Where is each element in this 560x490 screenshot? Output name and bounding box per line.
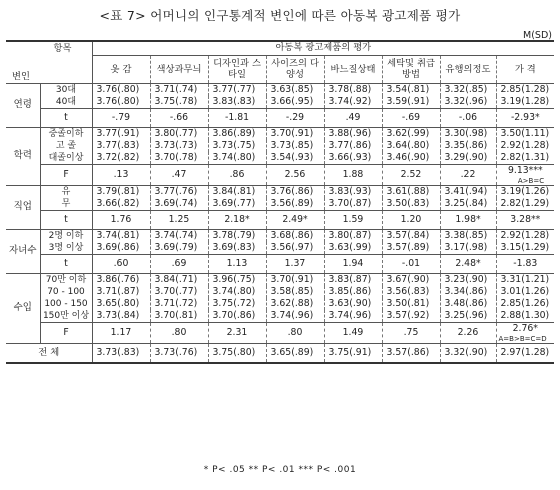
test-statistic: 1.17 — [110, 326, 132, 338]
value-cell: 3.76(.80) — [92, 96, 150, 109]
value-cell: 3.25(.84) — [440, 198, 496, 211]
value-cell: 3.66(.95) — [266, 96, 324, 109]
test-statistic: -.01 — [401, 257, 421, 269]
test-value — [266, 164, 324, 185]
value-cell: 3.66(.93) — [324, 152, 382, 165]
test-value — [150, 254, 208, 273]
test-value — [266, 108, 324, 127]
value-cell: 3.67(.90) — [382, 273, 440, 286]
test-value — [324, 322, 382, 343]
value-cell: 3.96(.75) — [208, 273, 266, 286]
row-label: 70만 이하 — [40, 273, 92, 286]
value-cell: 2.92(1.28) — [500, 139, 550, 151]
table-row — [6, 185, 554, 198]
value-cell: 3.35(.86) — [440, 140, 496, 152]
value-cell: 3.64(.80) — [382, 140, 440, 152]
test-label: t — [40, 210, 92, 229]
value-cell: 3.77(.76) — [150, 185, 208, 198]
test-value — [266, 254, 324, 273]
test-statistic: .22 — [460, 168, 476, 180]
table-row — [6, 229, 554, 242]
value-cell: 3.25(.96) — [440, 310, 496, 323]
test-value — [208, 108, 266, 127]
value-cell: 3.50(1.11) — [500, 127, 550, 139]
test-value — [382, 164, 440, 185]
test-value — [208, 254, 266, 273]
test-label: F — [40, 322, 92, 343]
column-header: 디자인과 스타일 — [208, 55, 266, 83]
value-cell: 3.73(.75) — [208, 140, 266, 152]
test-statistic: 1.76 — [110, 213, 132, 225]
value-cell: 3.69(.77) — [208, 198, 266, 211]
group-name: 학력 — [6, 127, 40, 185]
row-label: 2명 이하 — [40, 229, 92, 242]
group-name: 연령 — [6, 83, 40, 127]
value-cell: 3.54(.93) — [266, 152, 324, 165]
test-value — [92, 254, 150, 273]
test-statistic: 1.37 — [284, 257, 306, 269]
test-value — [440, 108, 496, 127]
test-statistic: .49 — [345, 111, 361, 123]
test-value — [382, 108, 440, 127]
test-statistic: .86 — [229, 168, 245, 180]
column-header: 가 격 — [514, 63, 536, 75]
value-cell: 3.30(.98) — [440, 127, 496, 140]
test-row — [6, 210, 554, 229]
test-statistic: 3.28** — [510, 213, 541, 225]
table-row — [6, 273, 554, 286]
value-cell: 3.54(.81) — [382, 83, 440, 96]
total-value: 3.75(.80) — [208, 343, 266, 363]
test-value — [92, 210, 150, 229]
value-cell: 3.62(.99) — [382, 127, 440, 140]
column-header: 색상과무늬 — [150, 55, 208, 83]
test-statistic: .69 — [171, 257, 187, 269]
total-value: 3.73(.76) — [150, 343, 208, 363]
test-value — [440, 164, 496, 185]
value-cell: 3.38(.85) — [440, 229, 496, 242]
test-value — [440, 210, 496, 229]
value-cell: 2.85(1.26) — [500, 297, 550, 309]
value-cell: 3.19(1.28) — [496, 96, 554, 109]
test-value — [266, 322, 324, 343]
test-statistic: -.29 — [285, 111, 305, 123]
value-cell: 3.77(.83) — [92, 140, 150, 152]
value-cell: 3.62(.88) — [266, 298, 324, 310]
value-cell: 3.76(.86) — [266, 185, 324, 198]
test-value — [150, 210, 208, 229]
test-statistic: 2.56 — [284, 168, 306, 180]
value-cell: 3.80(.77) — [150, 127, 208, 140]
test-statistic: -.69 — [401, 111, 421, 123]
value-cell: 3.15(1.29) — [496, 242, 554, 255]
test-label: t — [40, 108, 92, 127]
test-value — [324, 210, 382, 229]
value-cell: 3.57(.92) — [382, 310, 440, 323]
table-row — [6, 298, 554, 310]
test-value — [382, 210, 440, 229]
test-value — [440, 322, 496, 343]
test-value — [266, 210, 324, 229]
value-cell: 3.75(.78) — [150, 96, 208, 109]
column-header: 유행의정도 — [440, 55, 496, 83]
row-label: 150만 이상 — [40, 310, 92, 323]
test-value — [324, 108, 382, 127]
value-cell: 2.82(1.31) — [496, 152, 554, 165]
test-statistic: -1.81 — [224, 111, 250, 123]
total-value: 3.75(.91) — [324, 343, 382, 363]
test-value — [92, 164, 150, 185]
value-cell: 3.74(.80) — [208, 152, 266, 165]
value-cell: 2.88(1.30) — [496, 310, 554, 323]
value-cell: 3.84(.81) — [208, 185, 266, 198]
value-cell: 3.86(.89) — [208, 127, 266, 140]
group-name: 직업 — [6, 185, 40, 229]
table-row — [6, 83, 554, 96]
test-statistic: 1.88 — [342, 168, 364, 180]
value-cell: 3.77(.77) — [208, 83, 266, 96]
total-value: 2.97(1.28) — [500, 346, 550, 358]
row-label: 40대 — [40, 96, 92, 109]
value-cell: 3.23(.90) — [440, 273, 496, 286]
test-value — [208, 322, 266, 343]
value-cell: 3.71(.87) — [92, 286, 150, 298]
test-statistic: 2.52 — [400, 168, 422, 180]
table-row — [6, 242, 554, 255]
table-row — [6, 152, 554, 165]
value-cell: 3.79(.81) — [92, 185, 150, 198]
test-statistic: 1.25 — [168, 213, 190, 225]
value-cell: 3.78(.79) — [208, 229, 266, 242]
value-cell: 3.69(.79) — [150, 242, 208, 255]
value-cell: 3.29(.90) — [440, 152, 496, 165]
value-cell: 3.70(.91) — [266, 273, 324, 286]
group-name: 수입 — [6, 273, 40, 343]
value-cell: 3.56(.97) — [266, 242, 324, 255]
test-statistic: .80 — [287, 326, 303, 338]
value-cell: 3.72(.82) — [92, 152, 150, 165]
value-cell: 3.70(.81) — [150, 310, 208, 323]
test-row — [6, 164, 554, 185]
value-cell: 3.74(.80) — [208, 286, 266, 298]
test-value — [382, 254, 440, 273]
test-statistic: 1.49 — [342, 326, 364, 338]
total-value: 3.73(.83) — [92, 343, 150, 363]
posthoc-label: A=B>B=C=D — [498, 334, 547, 343]
value-cell: 3.83(.87) — [324, 273, 382, 286]
value-cell: 2.82(1.29) — [496, 198, 554, 211]
test-statistic: 1.59 — [342, 213, 364, 225]
test-statistic: 1.13 — [226, 257, 248, 269]
value-cell: 3.57(.89) — [382, 242, 440, 255]
value-cell: 3.50(.81) — [382, 298, 440, 310]
test-statistic: 2.76* — [512, 322, 538, 334]
test-value — [496, 254, 554, 273]
row-label: 3명 이상 — [40, 242, 92, 255]
table-row — [6, 198, 554, 211]
test-statistic: -.66 — [169, 111, 189, 123]
value-cell: 3.41(.94) — [440, 185, 496, 198]
value-cell: 3.56(.83) — [382, 286, 440, 298]
row-label: 30대 — [40, 83, 92, 96]
value-cell: 3.84(.71) — [150, 273, 208, 286]
test-value — [150, 322, 208, 343]
value-cell: 3.69(.83) — [208, 242, 266, 255]
row-label: 대졸이상 — [40, 152, 92, 165]
value-cell: 3.73(.84) — [92, 310, 150, 323]
row-label: 유 — [40, 185, 92, 198]
value-cell: 3.83(.93) — [324, 185, 382, 198]
value-cell: 3.70(.87) — [324, 198, 382, 211]
group-label: 아동복 광고제품의 평가 — [92, 41, 554, 55]
value-cell: 3.32(.85) — [440, 83, 496, 96]
test-value — [496, 108, 554, 127]
value-cell: 3.69(.74) — [150, 198, 208, 211]
test-value — [496, 164, 554, 185]
total-label: 전 체 — [6, 343, 92, 363]
item-label: 항목 — [6, 41, 92, 55]
test-value — [440, 254, 496, 273]
test-value — [92, 108, 150, 127]
value-cell: 3.78(.88) — [324, 83, 382, 96]
row-label: 100 - 150 — [40, 298, 92, 310]
value-cell: 3.76(.80) — [92, 83, 150, 96]
total-row — [6, 343, 554, 363]
evaluation-table — [6, 40, 554, 364]
test-value — [208, 210, 266, 229]
value-cell: 3.74(.96) — [266, 310, 324, 323]
column-header-row — [6, 55, 554, 83]
value-cell: 3.74(.81) — [92, 229, 150, 242]
test-statistic: 2.18* — [224, 213, 250, 225]
test-statistic: -2.93* — [510, 111, 540, 123]
value-cell: 3.58(.85) — [266, 286, 324, 298]
value-cell: 3.73(.85) — [266, 140, 324, 152]
test-statistic: 2.31 — [226, 326, 248, 338]
value-cell: 3.63(.85) — [266, 83, 324, 96]
test-statistic: 9.13*** — [507, 164, 543, 176]
test-statistic: 1.20 — [400, 213, 422, 225]
test-value — [496, 210, 554, 229]
total-value: 3.57(.86) — [382, 343, 440, 363]
table-row — [6, 310, 554, 323]
column-header: 바느질상태 — [324, 55, 382, 83]
test-statistic: .80 — [171, 326, 187, 338]
total-value: 3.32(.90) — [440, 343, 496, 363]
value-cell: 3.71(.72) — [150, 298, 208, 310]
value-cell: 3.68(.86) — [266, 229, 324, 242]
test-value — [496, 322, 554, 343]
value-cell: 3.63(.99) — [324, 242, 382, 255]
test-statistic: 2.48* — [455, 257, 481, 269]
test-statistic: 1.98* — [455, 213, 481, 225]
row-label: 고 졸 — [40, 140, 92, 152]
value-cell: 3.70(.86) — [208, 310, 266, 323]
test-statistic: .60 — [113, 257, 129, 269]
column-header: 사이즈의 다양성 — [266, 55, 324, 83]
table-row — [6, 140, 554, 152]
value-cell: 3.77(.91) — [92, 127, 150, 140]
value-cell: 3.63(.90) — [324, 298, 382, 310]
test-label: t — [40, 254, 92, 273]
variable-label: 변인 — [6, 55, 92, 83]
value-cell: 2.85(1.28) — [500, 83, 550, 95]
value-cell: 3.01(1.26) — [500, 285, 550, 297]
value-cell: 3.77(.86) — [324, 140, 382, 152]
test-value — [324, 164, 382, 185]
test-value — [92, 322, 150, 343]
test-value — [324, 254, 382, 273]
value-cell: 3.85(.86) — [324, 286, 382, 298]
test-statistic: .75 — [403, 326, 419, 338]
value-cell: 3.32(.96) — [440, 96, 496, 109]
value-cell: 3.59(.91) — [382, 96, 440, 109]
value-cell: 3.57(.84) — [382, 229, 440, 242]
value-cell: 3.74(.74) — [150, 229, 208, 242]
unit-label: M(SD) — [523, 30, 552, 41]
value-cell: 3.74(.96) — [324, 310, 382, 323]
value-cell: 3.17(.98) — [440, 242, 496, 255]
test-statistic: -.06 — [458, 111, 478, 123]
table-row — [6, 127, 554, 140]
test-statistic: -1.83 — [513, 257, 538, 269]
test-label: F — [40, 164, 92, 185]
test-statistic: .13 — [113, 168, 129, 180]
value-cell: 3.83(.83) — [208, 96, 266, 109]
value-cell: 3.70(.91) — [266, 127, 324, 140]
test-row — [6, 108, 554, 127]
value-cell: 3.46(.90) — [382, 152, 440, 165]
value-cell: 3.70(.78) — [150, 152, 208, 165]
table-row — [6, 286, 554, 298]
value-cell: 3.19(1.26) — [500, 185, 550, 197]
total-value: 3.65(.89) — [266, 343, 324, 363]
group-name: 자녀수 — [6, 229, 40, 273]
test-value — [208, 164, 266, 185]
value-cell: 3.88(.96) — [324, 127, 382, 140]
row-label: 중졸이하 — [40, 127, 92, 140]
value-cell: 3.34(.86) — [440, 286, 496, 298]
table-title: <표 7> 어머니의 인구통계적 변인에 따른 아동복 광고제품 평가 — [99, 8, 461, 23]
row-label: 무 — [40, 198, 92, 211]
test-statistic: 2.49* — [282, 213, 308, 225]
value-cell: 3.74(.92) — [324, 96, 382, 109]
value-cell: 3.86(.76) — [92, 273, 150, 286]
value-cell: 2.92(1.28) — [500, 229, 550, 241]
value-cell: 3.65(.80) — [92, 298, 150, 310]
value-cell: 3.66(.82) — [92, 198, 150, 211]
value-cell: 3.31(1.21) — [500, 273, 550, 285]
column-header: 세탁및 취급방법 — [382, 55, 440, 83]
test-statistic: .47 — [171, 168, 187, 180]
test-value — [382, 322, 440, 343]
test-row — [6, 322, 554, 343]
value-cell: 3.75(.72) — [208, 298, 266, 310]
test-statistic: -.79 — [111, 111, 131, 123]
test-statistic: 2.26 — [457, 326, 479, 338]
test-value — [150, 108, 208, 127]
value-cell: 3.73(.73) — [150, 140, 208, 152]
significance-notes: * P< .05 ** P< .01 *** P< .001 — [203, 465, 357, 475]
test-row — [6, 254, 554, 273]
table-row — [6, 96, 554, 109]
column-header: 옷 감 — [92, 55, 150, 83]
value-cell: 3.50(.83) — [382, 198, 440, 211]
value-cell: 3.70(.77) — [150, 286, 208, 298]
value-cell: 3.56(.89) — [266, 198, 324, 211]
row-label: 70 - 100 — [40, 286, 92, 298]
posthoc-label: A>B=C — [517, 176, 545, 185]
test-value — [150, 164, 208, 185]
value-cell: 3.48(.86) — [440, 298, 496, 310]
test-statistic: 1.94 — [342, 257, 364, 269]
value-cell: 3.71(.74) — [150, 83, 208, 96]
value-cell: 3.61(.88) — [382, 185, 440, 198]
value-cell: 3.80(.87) — [324, 229, 382, 242]
value-cell: 3.69(.86) — [92, 242, 150, 255]
